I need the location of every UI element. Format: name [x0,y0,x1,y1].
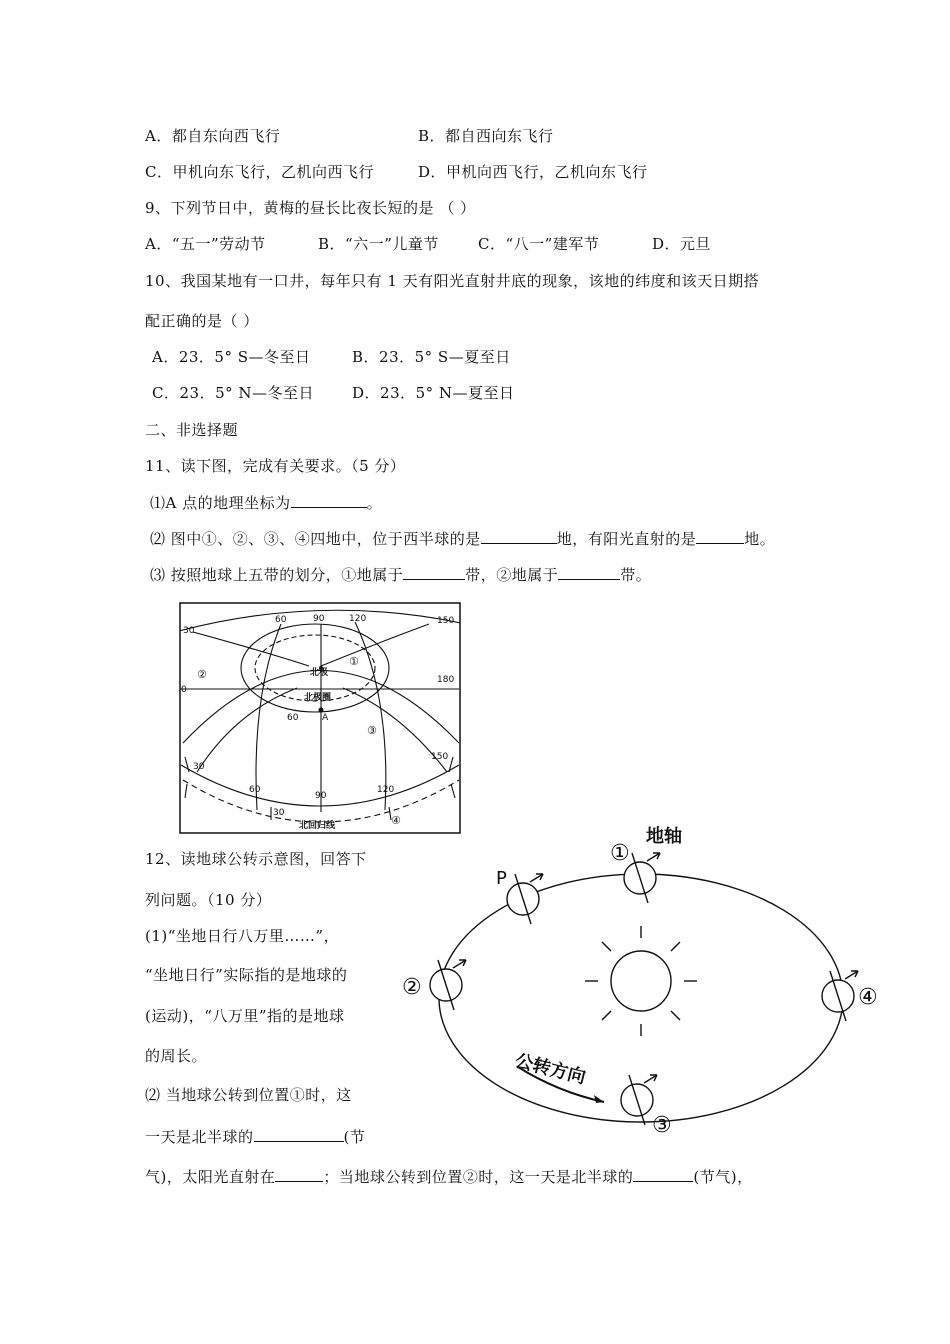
q10-option-b: B．23．5° S—夏至日 [352,348,511,366]
q11-part1 [150,492,382,513]
label-lon-150-low: 150 [431,752,449,762]
q11-part1-end: 。 [366,494,383,512]
q12-line8 [145,1126,365,1147]
answer-blank[interactable] [291,492,367,508]
label-lon-120-bottom: 120 [377,785,395,795]
q11-part2-end: 地。 [744,530,776,548]
q9-option-b: B．“六一”儿童节 [318,235,439,253]
answer-blank[interactable] [558,564,620,580]
label-axis: 地轴 [646,826,682,847]
q11-part3-mid: 带，②地属于 [465,566,559,584]
label-lon-180: 180 [437,675,455,685]
q12-line9 [145,1166,753,1187]
label-position-3: ③ [652,1113,672,1138]
label-lon-60-mid: 60 [287,713,299,723]
q12-line9-mid: ；当地球公转到位置②时，这一天是北半球的 [323,1168,634,1186]
q11-part2-mid: 地，有阳光直射的是 [556,530,697,548]
label-point-2: ② [197,668,207,681]
q10-option-c: C．23．5° N—冬至日 [152,384,315,402]
q9-option-c: C．“八一”建军节 [478,235,600,253]
label-lon-60-bottom: 60 [249,785,261,795]
answer-blank[interactable] [403,564,465,580]
label-lon-30-low: 30 [193,762,205,772]
q10-stem-line2: 配正确的是（ ） [145,312,259,330]
q11-part2-text: ⑵ 图中①、②、③、④四地中，位于西半球的是 [150,530,481,548]
answer-blank[interactable] [696,528,744,544]
q11-part3-end: 带。 [620,566,652,584]
arrow-head [594,1095,604,1103]
q10-option-d: D．23．5° N—夏至日 [352,384,515,402]
orbit-diagram [398,822,898,1142]
label-point-4: ④ [391,814,401,827]
sun [611,951,671,1011]
q9-option-d: D．元旦 [652,235,712,253]
q10-stem-line1: 10、我国某地有一口井，每年只有 1 天有阳光直射井底的现象，该地的纬度和该天日期搭 [145,272,760,290]
point-a-marker [319,708,324,713]
q12-line9-end: (节气)， [693,1168,753,1186]
label-point-a: A [322,713,329,723]
label-arctic-circle: 北极圈 [304,693,332,703]
q11-part2 [150,528,775,549]
label-lon-30-left: 30 [183,626,195,636]
q12-line5: (运动)，“八万里”指的是地球 [145,1007,345,1025]
q12-line7: ⑵ 当地球公转到位置①时，这 [145,1086,352,1104]
q12-line3: (1)“坐地日行八万里……”， [145,927,340,945]
q12-line4: “坐地日行”实际指的是地球的 [145,966,348,984]
q11-stem: 11、读下图，完成有关要求。（5 分） [145,457,406,475]
label-lon-60-top: 60 [275,615,287,625]
label-lon-150-top: 150 [437,616,455,626]
label-point-1: ① [349,655,359,668]
answer-blank[interactable] [275,1166,323,1182]
label-lon-90-bottom: 90 [315,791,327,801]
label-position-2: ② [402,975,422,1000]
q12-line2: 列问题。（10 分） [145,891,272,909]
q9-stem: 9、下列节日中，黄梅的昼长比夜长短的是 （ ） [145,199,476,217]
q12-line9-text: 气)，太阳光直射在 [145,1168,276,1186]
q8-option-d: D．甲机向西飞行，乙机向东飞行 [418,163,648,181]
label-point-3: ③ [367,724,377,737]
answer-blank[interactable] [481,528,557,544]
label-direction: 公转方向 [512,1050,588,1089]
q10-option-a: A．23．5° S—冬至日 [152,348,311,366]
q9-option-a: A．“五一”劳动节 [145,235,266,253]
answer-blank[interactable] [633,1166,693,1182]
q11-part3 [150,564,651,585]
polar-map-figure [179,602,461,834]
answer-blank[interactable] [254,1126,344,1142]
q12-line8-end: (节 [343,1128,366,1146]
label-lon-0: 0 [181,685,187,695]
label-position-4: ④ [858,985,878,1010]
label-p: P [496,868,507,889]
label-tropic: 北回归线 [299,821,336,831]
q8-option-b: B．都自西向东飞行 [418,127,554,145]
label-north-pole: 北极 [310,668,329,678]
q8-option-a: A．都自东向西飞行 [145,127,281,145]
section-heading: 二、非选择题 [145,421,239,439]
earth-position-2 [430,960,466,1010]
q12-line6: 的周长。 [145,1047,208,1065]
label-position-1: ① [610,841,630,866]
label-lon-120-top: 120 [349,614,367,624]
q12-line8-text: 一天是北半球的 [145,1128,254,1146]
earth-p [507,874,543,924]
q11-part3-text: ⑶ 按照地球上五带的划分，①地属于 [150,566,404,584]
q8-option-c: C．甲机向东飞行，乙机向西飞行 [145,163,374,181]
q11-part1-text: ⑴A 点的地理坐标为 [150,494,291,512]
q12-line1: 12、读地球公转示意图，回答下 [145,850,367,868]
label-lon-90-top: 90 [313,614,325,624]
label-lat-30: 30 [273,808,285,818]
